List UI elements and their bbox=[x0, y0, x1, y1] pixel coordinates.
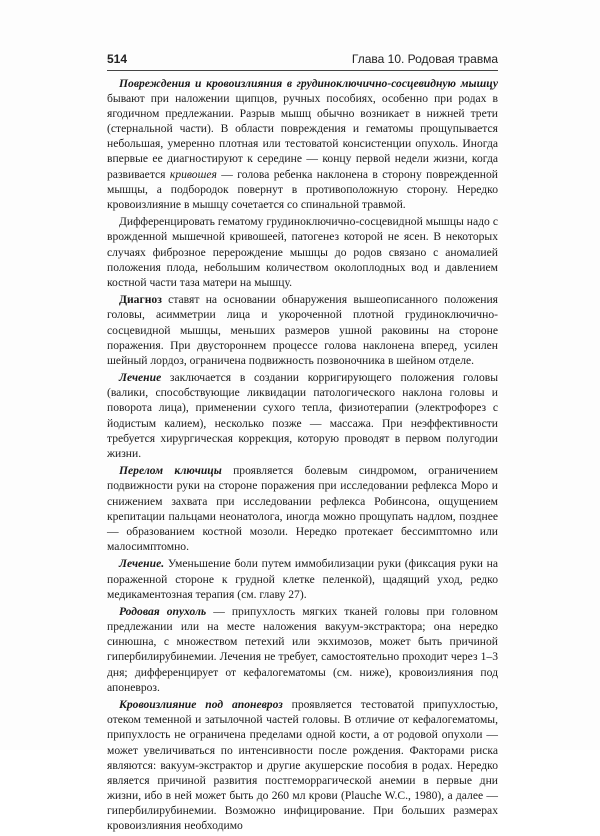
page-header bbox=[107, 52, 498, 70]
paragraph-caput-succedaneum bbox=[107, 604, 498, 695]
paragraph-subgaleal-hemorrhage bbox=[107, 697, 498, 833]
paragraph-text: Дифференцировать гематому грудиноключично-сосцевидной мышцы надо с врожденной мышечной кривошеей, патогенез которой не ясен. В некоторых случаях фиброзное перерождение мышцы до родов связано с аномалией положения плода, небольшим количеством околоплодных вод и давлением костной части таза матери на мышцу. bbox=[107, 215, 498, 289]
paragraph-text: проявляется тестоватой припухлостью, отеком теменной и затылочной частей головы. В отличие от кефалогематомы, припухлость не ограничена пределами одной кости, а от родовой опухоли — может увеличиваться по интенсивности после рождения. Факторами риска являются: вакуум-экстрактор и другие акушерские пособия в родах. Нередко является причиной развития постгеморрагической анемии в первые дни жизни, ибо в ней может быть до 260 мл крови (Plauche W.C., 1980), а далее — гипербилирубинемии. Возможно инфицирование. При больших размерах кровоизлияния необходимо bbox=[107, 698, 498, 832]
page-number: 514 bbox=[107, 52, 128, 66]
paragraph-text: — припухлость мягких тканей головы при головном предлежании или на месте наложения вакуум-экстрактора; она нередко синюшна, с множеством петехий или экхимозов, может быть причиной гипербилирубинемии. Лечения не требует, самостоятельно проходит через 1–3 дня; дифференцирует от кефалогематомы (см. ниже), кровоизлияния под апоневроз. bbox=[107, 605, 498, 694]
paragraph-text-tail: — голова ребенка наклонена в сторону поврежденной мышцы, а подбородок повернут в противоположную сторону. Нередко кровоизлияние в мышцу сочетается со спинальной травмой. bbox=[107, 167, 498, 211]
paragraph-text: бывают при наложении щипцов, ручных пособиях, особенно при родах в ягодичном предлежании. Разрыв мышц обычно возникает в нижней трети (стернальной части). В области повреждения и гематомы прощупывается небольшая, умеренно плотная или тестоватой консистенции опухоль. Иногда впервые ее диагностируют к середине — концу первой недели жизни, когда развивается bbox=[107, 92, 498, 181]
paragraph-clavicle-treatment bbox=[107, 556, 498, 601]
paragraph-clavicle-fracture bbox=[107, 463, 498, 554]
paragraph-text: ставят на основании обнаружения вышеописанного положения головы, асимметрии лица и укороченной плотной грудиноключично-сосцевидной мышцы, меньших размеров ушной раковины на стороне поражения. При двустороннем процессе голова наклонена вперед, усилен шейный лордоз, ограничена подвижность позвоночника в шейном отделе. bbox=[107, 293, 498, 367]
term-clavicle-fracture: Перелом ключицы bbox=[119, 464, 222, 478]
paragraph-diagnosis bbox=[107, 292, 498, 367]
paragraph-text: Уменьшение боли путем иммобилизации руки (фиксация руки на пораженной стороне к грудной клетке пеленкой), щадящий уход, редко медикаментозная терапия (см. главу 27). bbox=[107, 557, 498, 601]
paragraph-text: заключается в создании корригирующего положения головы (валики, способствующие ликвидации патологического наклона головы и поворота лица), применении сухого тепла, физиотерапии (электрофорез с йодистым калием), несколько позже — массажа. При неэффективности требуется хирургическая коррекция, которую проводят в первом полугодии жизни. bbox=[107, 371, 498, 460]
term-treatment: Лечение bbox=[119, 371, 162, 385]
running-head: Глава 10. Родовая травма bbox=[351, 52, 498, 66]
paragraph-sternocleidomastoid-injury bbox=[107, 76, 498, 212]
paragraph-differential bbox=[107, 214, 498, 289]
term-diagnosis: Диагноз bbox=[119, 293, 162, 307]
body-text bbox=[107, 76, 498, 836]
paragraph-text: проявляется болевым синдромом, ограничением подвижности руки на стороне поражения при исследовании рефлекса Моро и снижением захвата при исследовании рефлекса Робинсона, ощущением крепитации пальцами неонатолога, иногда можно прощупать надлом, позднее — образованием костной мозоли. Нередко протекает бессимптомно или малосимптомно. bbox=[107, 464, 498, 553]
term-subgaleal-hemorrhage: Кровоизлияние под апоневроз bbox=[119, 698, 283, 712]
term-caput-succedaneum: Родовая опухоль bbox=[119, 605, 207, 619]
term-treatment-clavicle: Лечение. bbox=[119, 557, 165, 571]
term-torticollis: кривошея bbox=[169, 167, 217, 181]
paragraph-treatment bbox=[107, 370, 498, 461]
header-rule bbox=[107, 70, 498, 71]
term-sternocleidomastoid-injury: Повреждения и кровоизлияния в грудиноключично-сосцевидную мышцу bbox=[119, 77, 498, 90]
